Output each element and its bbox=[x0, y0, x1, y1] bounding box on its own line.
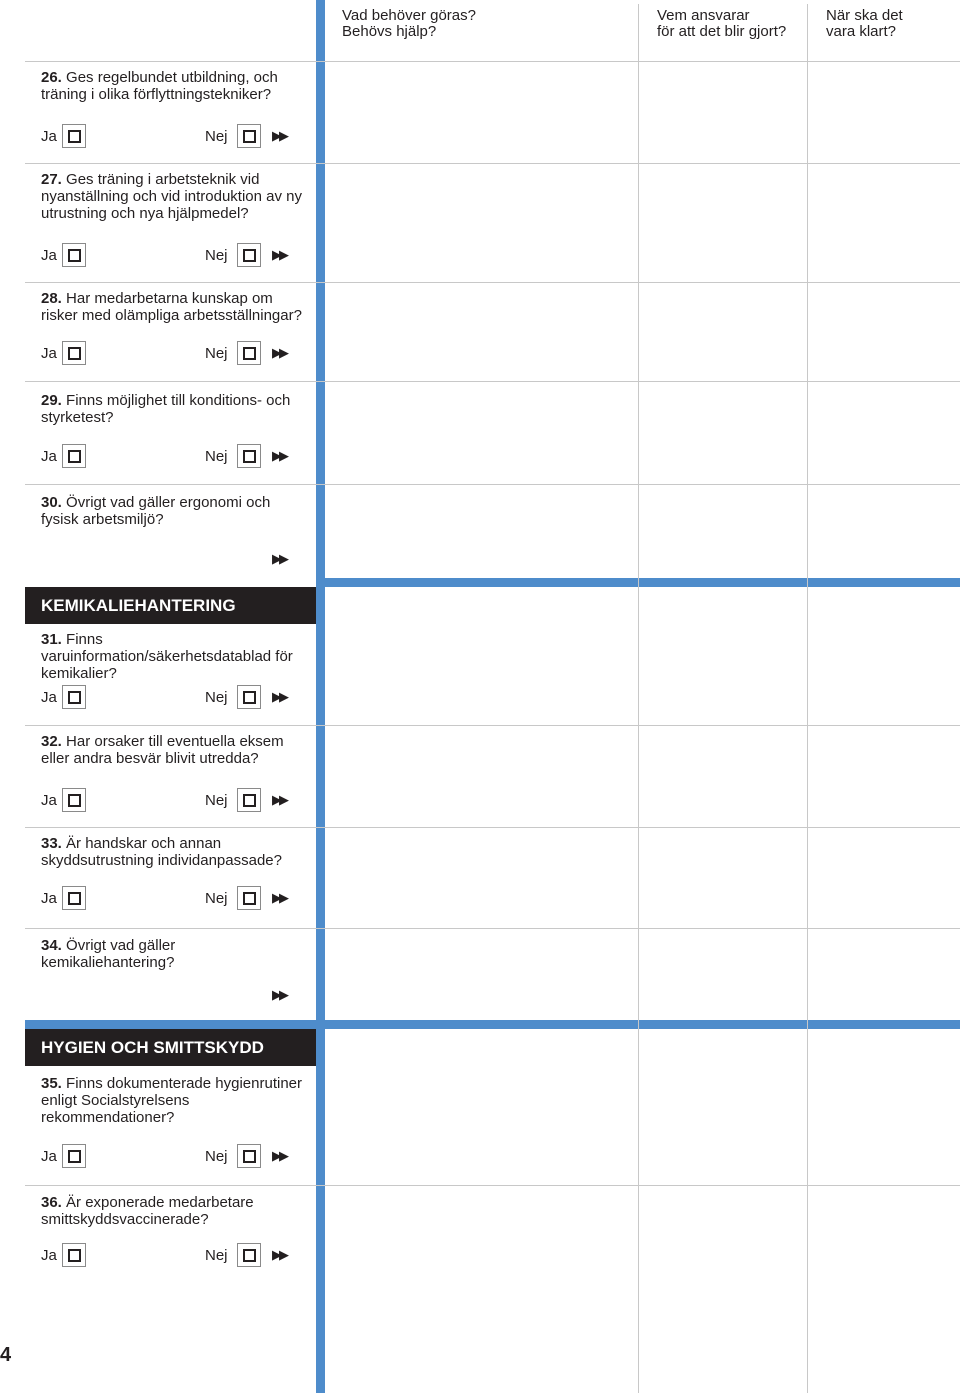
question-number: 30. bbox=[41, 494, 62, 511]
yes-checkbox[interactable] bbox=[62, 1144, 86, 1168]
question-34 bbox=[41, 937, 311, 971]
question-35 bbox=[41, 1075, 311, 1126]
no-label: Nej bbox=[205, 1148, 228, 1165]
no-checkbox[interactable] bbox=[237, 444, 261, 468]
question-31 bbox=[41, 631, 311, 682]
question-number: 29. bbox=[41, 392, 62, 409]
arrow-icon: ▶▶ bbox=[272, 448, 286, 463]
arrow-icon: ▶▶ bbox=[272, 689, 286, 704]
question-27 bbox=[41, 171, 311, 222]
yes-label: Ja bbox=[41, 1247, 57, 1264]
row-separator bbox=[25, 381, 960, 382]
yes-checkbox[interactable] bbox=[62, 243, 86, 267]
row-separator bbox=[25, 827, 960, 828]
question-36 bbox=[41, 1194, 311, 1228]
no-checkbox[interactable] bbox=[237, 124, 261, 148]
yes-label: Ja bbox=[41, 345, 57, 362]
question-26 bbox=[41, 69, 311, 103]
question-text: Ges träning i arbetsteknik vid nyanställning och vid introduktion av ny utrustning och nya hjälpmedel? bbox=[41, 171, 302, 222]
yes-checkbox[interactable] bbox=[62, 685, 86, 709]
question-text: Har medarbetarna kunskap om risker med olämpliga arbetsställningar? bbox=[41, 290, 302, 324]
question-number: 32. bbox=[41, 733, 62, 750]
no-checkbox[interactable] bbox=[237, 341, 261, 365]
no-checkbox[interactable] bbox=[237, 788, 261, 812]
no-label: Nej bbox=[205, 448, 228, 465]
no-label: Nej bbox=[205, 1247, 228, 1264]
yes-label: Ja bbox=[41, 448, 57, 465]
section-header-hygiene: HYGIEN OCH SMITTSKYDD bbox=[25, 1029, 316, 1066]
question-text: Har orsaker till eventuella eksem eller andra besvär blivit utredda? bbox=[41, 733, 284, 767]
no-label: Nej bbox=[205, 689, 228, 706]
yes-checkbox[interactable] bbox=[62, 444, 86, 468]
yes-label: Ja bbox=[41, 890, 57, 907]
arrow-icon: ▶▶ bbox=[272, 345, 286, 360]
row-separator bbox=[25, 1185, 960, 1186]
row-separator bbox=[25, 163, 960, 164]
yes-checkbox[interactable] bbox=[62, 886, 86, 910]
arrow-icon: ▶▶ bbox=[272, 1247, 286, 1262]
question-text: Finns varuinformation/säkerhetsdatablad för kemikalier? bbox=[41, 631, 293, 682]
yes-label: Ja bbox=[41, 247, 57, 264]
no-checkbox[interactable] bbox=[237, 243, 261, 267]
no-checkbox[interactable] bbox=[237, 685, 261, 709]
no-checkbox[interactable] bbox=[237, 886, 261, 910]
no-label: Nej bbox=[205, 345, 228, 362]
question-text: Finns dokumenterade hygienrutiner enligt Socialstyrelsens rekommendationer? bbox=[41, 1075, 303, 1126]
column-header-when: När ska det vara klart? bbox=[826, 7, 903, 40]
yes-label: Ja bbox=[41, 1148, 57, 1165]
column-header-who: Vem ansvarar för att det blir gjort? bbox=[657, 7, 787, 40]
yes-checkbox[interactable] bbox=[62, 124, 86, 148]
yes-label: Ja bbox=[41, 689, 57, 706]
question-text: Övrigt vad gäller kemikaliehantering? bbox=[41, 937, 176, 971]
arrow-icon: ▶▶ bbox=[272, 987, 286, 1002]
arrow-icon: ▶▶ bbox=[272, 1148, 286, 1163]
no-label: Nej bbox=[205, 247, 228, 264]
arrow-icon: ▶▶ bbox=[272, 247, 286, 262]
yes-label: Ja bbox=[41, 792, 57, 809]
question-text: Övrigt vad gäller ergonomi och fysisk arbetsmiljö? bbox=[41, 494, 271, 528]
row-separator bbox=[25, 61, 960, 62]
question-number: 31. bbox=[41, 631, 62, 648]
no-checkbox[interactable] bbox=[237, 1243, 261, 1267]
page-number: 4 bbox=[0, 1344, 12, 1366]
yes-checkbox[interactable] bbox=[62, 1243, 86, 1267]
yes-label: Ja bbox=[41, 128, 57, 145]
section-header-chemicals: KEMIKALIEHANTERING bbox=[25, 587, 316, 624]
row-separator bbox=[25, 725, 960, 726]
question-28 bbox=[41, 290, 311, 324]
question-number: 34. bbox=[41, 937, 62, 954]
row-separator bbox=[25, 928, 960, 929]
question-32 bbox=[41, 733, 311, 767]
no-checkbox[interactable] bbox=[237, 1144, 261, 1168]
row-separator bbox=[25, 484, 960, 485]
no-label: Nej bbox=[205, 792, 228, 809]
no-label: Nej bbox=[205, 890, 228, 907]
question-text: Finns möjlighet till konditions- och styrketest? bbox=[41, 392, 291, 426]
arrow-icon: ▶▶ bbox=[272, 890, 286, 905]
question-number: 36. bbox=[41, 1194, 62, 1211]
no-label: Nej bbox=[205, 128, 228, 145]
question-number: 28. bbox=[41, 290, 62, 307]
question-number: 35. bbox=[41, 1075, 62, 1092]
question-text: Är handskar och annan skyddsutrustning individanpassade? bbox=[41, 835, 282, 869]
yes-checkbox[interactable] bbox=[62, 788, 86, 812]
arrow-icon: ▶▶ bbox=[272, 128, 286, 143]
question-30 bbox=[41, 494, 311, 528]
question-text: Är exponerade medarbetare smittskyddsvaccinerade? bbox=[41, 1194, 254, 1228]
row-separator bbox=[25, 282, 960, 283]
arrow-icon: ▶▶ bbox=[272, 792, 286, 807]
question-number: 26. bbox=[41, 69, 62, 86]
question-number: 33. bbox=[41, 835, 62, 852]
yes-checkbox[interactable] bbox=[62, 341, 86, 365]
question-33 bbox=[41, 835, 311, 869]
arrow-icon: ▶▶ bbox=[272, 551, 286, 566]
question-29 bbox=[41, 392, 311, 426]
question-text: Ges regelbundet utbildning, och träning i olika förflyttningstekniker? bbox=[41, 69, 278, 103]
question-number: 27. bbox=[41, 171, 62, 188]
section-divider-hyg bbox=[25, 1020, 960, 1029]
column-header-what: Vad behöver göras? Behövs hjälp? bbox=[342, 7, 476, 40]
